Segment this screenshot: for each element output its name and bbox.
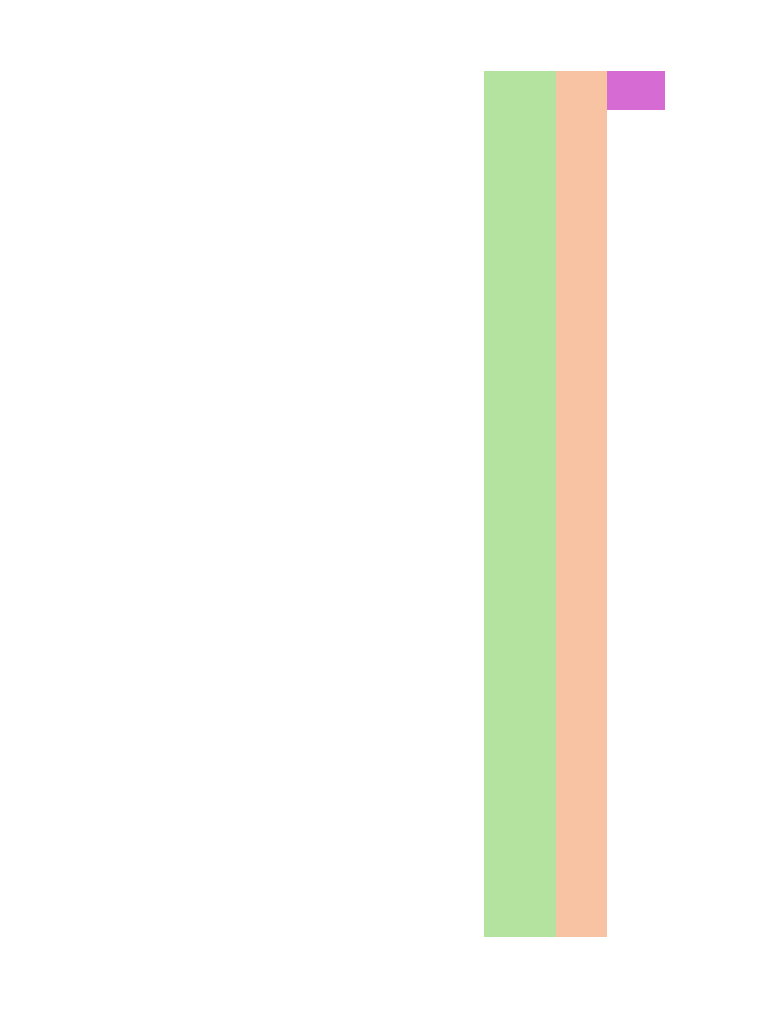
header-nota-2p[interactable] [607, 90, 665, 110]
header-examen[interactable] [559, 90, 607, 110]
acumulado-column-band [484, 71, 556, 937]
header-segundo-apellido[interactable] [381, 90, 484, 110]
header-primer-apellido[interactable] [288, 90, 381, 110]
header-acumulado[interactable] [488, 90, 556, 110]
header-carnet[interactable] [66, 90, 146, 110]
header-nombres[interactable] [147, 90, 287, 110]
header-row [0, 90, 768, 110]
examen-column-band [556, 71, 607, 937]
